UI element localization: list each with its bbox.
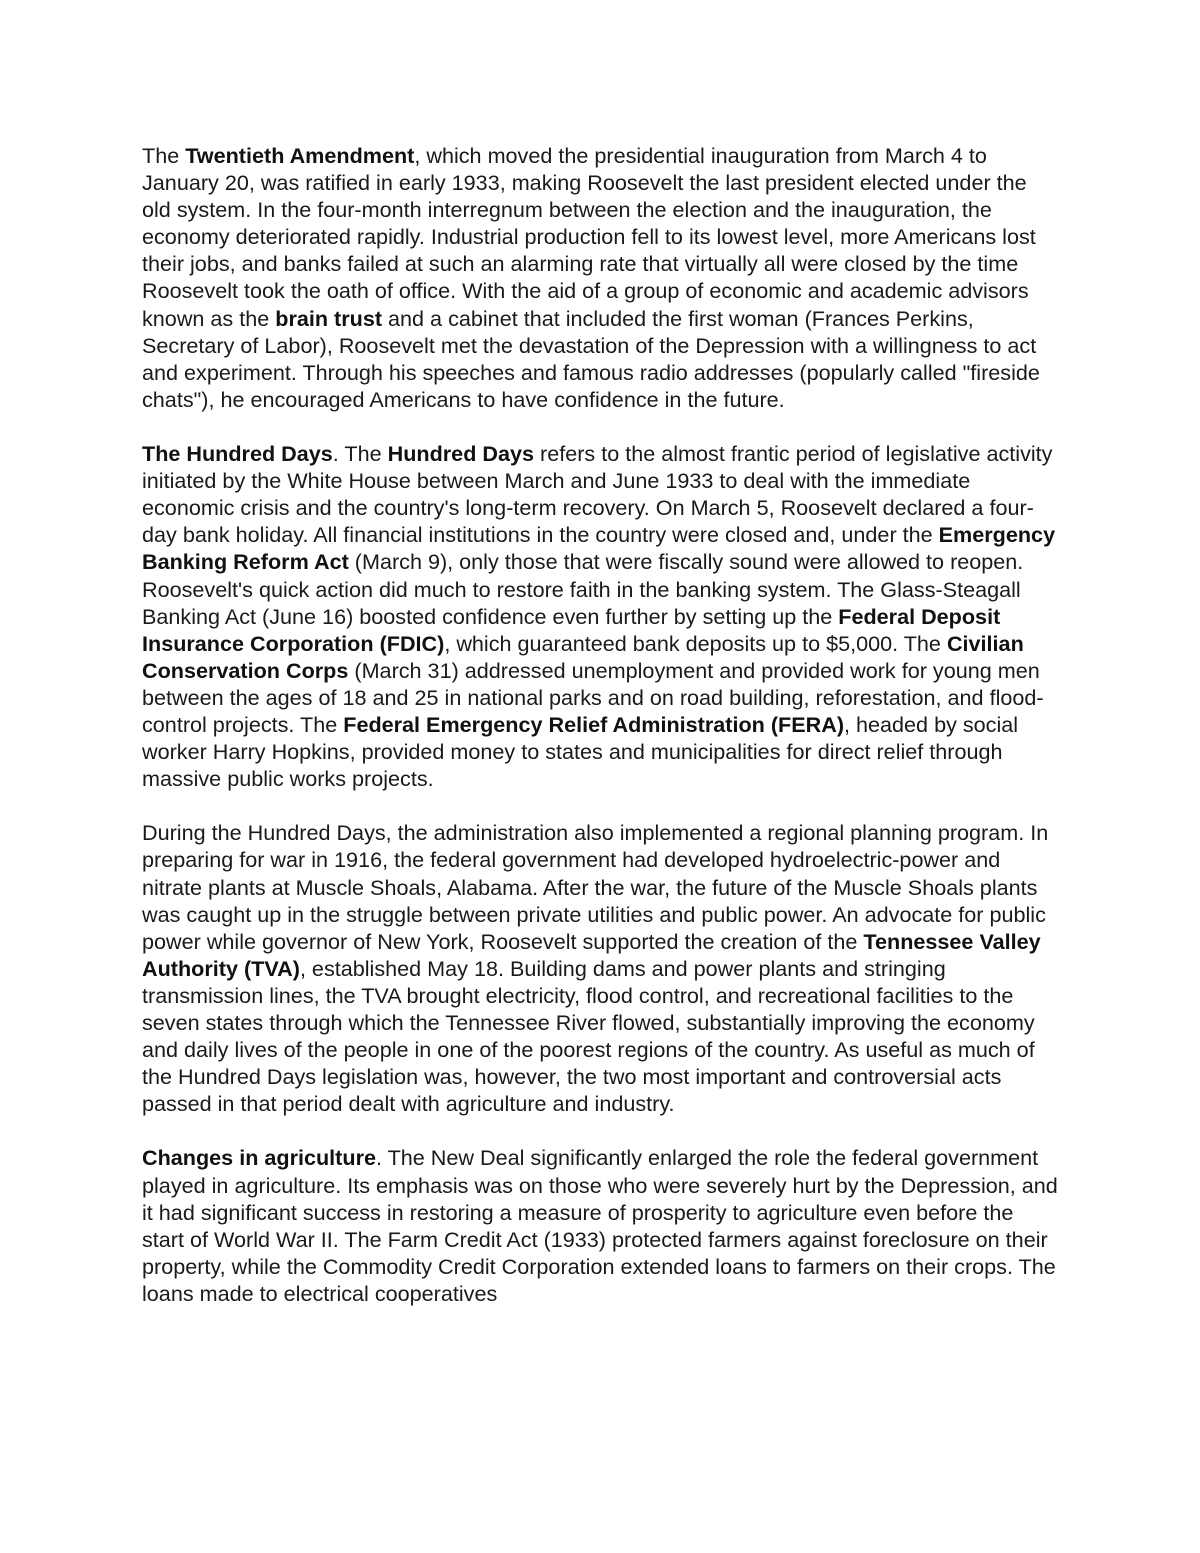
text-run: and a cabinet that included the first woman (Frances Perkins, Secretary of Labor), Roosevelt met the devastation of the Depression with a willingness to act and experiment. Through his speeches and famous radio addresses (popularly called "fireside chats"), he encouraged Americans to have confidence in the future. bbox=[142, 305, 1040, 412]
bold-term: The Hundred Days bbox=[142, 441, 333, 467]
text-run: . The New Deal significantly enlarged the role the federal government played in agriculture. Its emphasis was on those who were severely hurt by the Depression, and it had significant success in restoring a measure of prosperity to agriculture even before the start of World War II. The Farm Credit Act (1933) protected farmers against foreclosure on their property, while the Commodity Credit Corporation extended loans to farmers on their crops. The loans made to electrical cooperatives bbox=[142, 1145, 1058, 1306]
text-run: (March 9), only those that were fiscally sound were allowed to reopen. Roosevelt's quick action did much to restore faith in the banking system. The Glass-Steagall Banking Act (June 16) boosted confidence even further by setting up the bbox=[142, 549, 1024, 629]
bold-term: Twentieth Amendment bbox=[185, 143, 415, 168]
text-run: (March 31) addressed unemployment and provided work for young men between the ages of 18 and 25 in national parks and on road building, reforestation, and flood-control projects. The bbox=[142, 657, 1044, 737]
text-run: , established May 18. Building dams and power plants and stringing transmission lines, the TVA brought electricity, flood control, and recreational facilities to the seven states through which the Tennessee River flowed, substantially improving the economy and daily lives of the people in one of the poorest regions of the country. As useful as much of the Hundred Days legislation was, however, the two most important and controversial acts passed in that period dealt with agriculture and industry. bbox=[142, 955, 1035, 1117]
bold-term: Tennessee Valley Authority (TVA) bbox=[142, 928, 1041, 981]
text-run: The bbox=[142, 143, 186, 168]
document-page bbox=[142, 142, 1060, 1334]
paragraph-regional-planning bbox=[142, 819, 1060, 1117]
text-run: refers to the almost frantic period of legislative activity initiated by the White House between March and June 1933 to deal with the immediate economic crisis and the country's long-term recovery. On March 5, Roosevelt declared a four-day bank holiday. All financial institutions in the country were closed and, under the bbox=[142, 441, 1053, 548]
bold-term: Changes in agriculture bbox=[142, 1145, 376, 1171]
paragraph-changes-in-agriculture bbox=[142, 1144, 1060, 1307]
bold-term: Emergency Banking Reform Act bbox=[142, 522, 1056, 575]
text-run: , which moved the presidential inauguration from March 4 to January 20, was ratified in early 1933, making Roosevelt the last president elected under the old system. In the four-month interregnum between the election and the inauguration, the economy deteriorated rapidly. Industrial production fell to its lowest level, more Americans lost their jobs, and banks failed at such an alarming rate that virtually all were closed by the time Roosevelt took the oath of office. With the aid of a group of economic and academic advisors known as the bbox=[142, 143, 1036, 331]
bold-term: Hundred Days bbox=[387, 441, 534, 467]
paragraph-hundred-days bbox=[142, 440, 1060, 792]
bold-term: Federal Emergency Relief Administration (FERA) bbox=[343, 711, 845, 737]
bold-term: Federal Deposit Insurance Corporation (FDIC) bbox=[142, 603, 1001, 656]
paragraph-twentieth-amendment bbox=[142, 142, 1060, 413]
text-run: . The bbox=[332, 441, 388, 467]
text-run: , headed by social worker Harry Hopkins, provided money to states and municipalities for direct relief through massive public works projects. bbox=[142, 711, 1019, 792]
text-run: , which guaranteed bank deposits up to $5,000. The bbox=[444, 630, 947, 656]
text-run: During the Hundred Days, the administration also implemented a regional planning program. In preparing for war in 1916, the federal government had developed hydroelectric-power and nitrate plants at Muscle Shoals, Alabama. After the war, the future of the Muscle Shoals plants was caught up in the struggle between private utilities and public power. An advocate for public power while governor of New York, Roosevelt supported the creation of the bbox=[142, 820, 1049, 954]
bold-term: Civilian Conservation Corps bbox=[142, 630, 1024, 683]
bold-term: brain trust bbox=[275, 305, 383, 331]
